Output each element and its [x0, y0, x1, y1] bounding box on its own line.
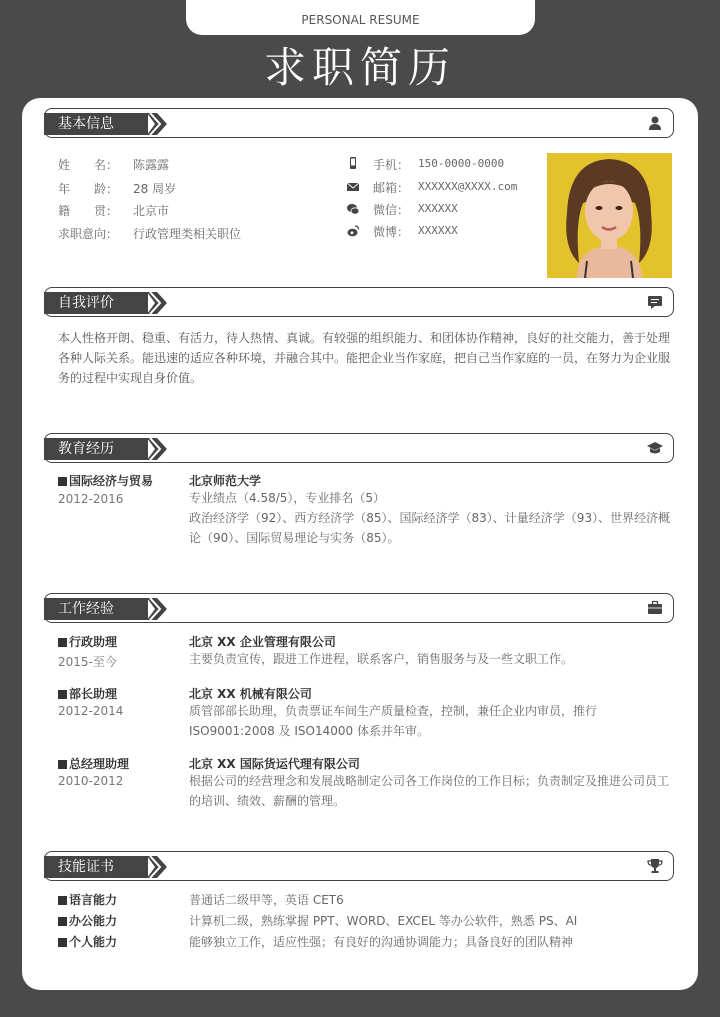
- age-label: 年 龄：: [58, 182, 119, 196]
- skill-label: 语言能力: [58, 891, 117, 908]
- self-evaluation-text: 本人性格开朗、稳重、有活力，待人热情、真诚。有较强的组织能力、和团体协作精神，良好的社交能力，善于处理各种人际关系。能迅速的适应各种环境，并融合其中。能把企业当作家庭，把自己当作家庭的一员，在努力为企业服务的过程中实现自身价值。: [58, 331, 671, 385]
- wechat-value: XXXXXX: [418, 202, 458, 215]
- education-major: 国际经济与贸易: [58, 472, 153, 489]
- work-date: 2010-2012: [58, 774, 124, 788]
- chevron-right-icon: [147, 113, 167, 135]
- mail-icon: [347, 181, 359, 193]
- name-value: 陈露露: [133, 158, 170, 172]
- job-intent-label: 求职意向：: [58, 227, 119, 241]
- hometown-value: 北京市: [133, 204, 170, 218]
- phone-value: 150-0000-0000: [418, 157, 505, 170]
- work-description: 根据公司的经营理念和发展战略制定公司各工作岗位的工作目标；负责制定及推进公司员工的培训、绩效、薪酬的管理。: [189, 774, 670, 808]
- age-value: 28 周岁: [133, 182, 177, 196]
- education-date: 2012-2016: [58, 492, 124, 506]
- work-company: 北京 XX 机械有限公司: [189, 687, 312, 701]
- work-company: 北京 XX 国际货运代理有限公司: [189, 757, 360, 771]
- comment-icon: [647, 294, 663, 310]
- skill-value: 普通话二级甲等，英语 CET6: [189, 893, 344, 907]
- section-basic-info: [44, 108, 674, 138]
- graduation-cap-icon: [647, 440, 663, 456]
- chevron-right-icon: [147, 292, 167, 314]
- weibo-label: 微博：: [373, 225, 410, 239]
- header-tab-label: PERSONAL RESUME: [301, 13, 420, 27]
- weibo-icon: [347, 225, 359, 237]
- skill-value: 能够独立工作，适应性强；有良好的沟通协调能力；具备良好的团队精神: [189, 935, 574, 949]
- hometown-label: 籍 贯：: [58, 204, 119, 218]
- trophy-icon: [647, 858, 663, 874]
- phone-icon: [347, 157, 359, 169]
- education-gpa: 专业绩点（4.58/5），专业排名（5）: [189, 491, 386, 505]
- resume-header-tab: [186, 0, 535, 35]
- skill-label: 办公能力: [58, 912, 117, 929]
- section-title: 教育经历: [44, 438, 148, 460]
- wechat-label: 微信：: [373, 203, 410, 217]
- skill-label: 个人能力: [58, 933, 117, 950]
- chevron-right-icon: [147, 856, 167, 878]
- education-school: 北京师范大学: [189, 474, 262, 488]
- chevron-right-icon: [147, 598, 167, 620]
- section-title: 技能证书: [44, 856, 148, 878]
- email-label: 邮箱：: [373, 181, 410, 195]
- name-label: 姓 名：: [58, 158, 119, 172]
- portrait-image: [547, 153, 672, 278]
- profile-photo: [547, 153, 672, 278]
- section-title: 自我评价: [44, 292, 148, 314]
- work-date: 2012-2014: [58, 704, 124, 718]
- section-self-evaluation: [44, 287, 674, 317]
- work-description: 主要负责宣传，跟进工作进程，联系客户，销售服务与及一些文职工作。: [189, 652, 574, 666]
- work-role: 行政助理: [58, 633, 117, 650]
- wechat-icon: [347, 203, 359, 215]
- email-value: XXXXXX@XXXX.com: [418, 180, 518, 193]
- section-education: [44, 433, 674, 463]
- page-title: 求职简历: [263, 43, 456, 92]
- section-title: 基本信息: [44, 113, 148, 135]
- work-description: 质管部部长助理，负责票证车间生产质量检查，控制，兼任企业内审员，推行 ISO9001:2008 及 ISO14000 体系并年审。: [189, 704, 598, 738]
- work-role: 部长助理: [58, 685, 117, 702]
- education-courses: 政治经济学（92）、西方经济学（85）、国际经济学（83）、计量经济学（93）、世界经济概论（90）、国际贸易理论与实务（85）。: [189, 511, 671, 545]
- section-skills: [44, 851, 674, 881]
- weibo-value: XXXXXX: [418, 224, 458, 237]
- work-role: 总经理助理: [58, 755, 129, 772]
- section-title: 工作经验: [44, 598, 148, 620]
- work-company: 北京 XX 企业管理有限公司: [189, 635, 336, 649]
- skill-value: 计算机二级，熟练掌握 PPT、WORD、EXCEL 等办公软件，熟悉 PS、AI: [189, 914, 578, 928]
- job-intent-value: 行政管理类相关职位: [133, 227, 242, 241]
- briefcase-icon: [647, 600, 663, 616]
- chevron-right-icon: [147, 438, 167, 460]
- section-work-experience: [44, 593, 674, 623]
- phone-label: 手机：: [373, 158, 410, 172]
- user-icon: [647, 115, 663, 131]
- work-date: 2015-至今: [58, 655, 117, 669]
